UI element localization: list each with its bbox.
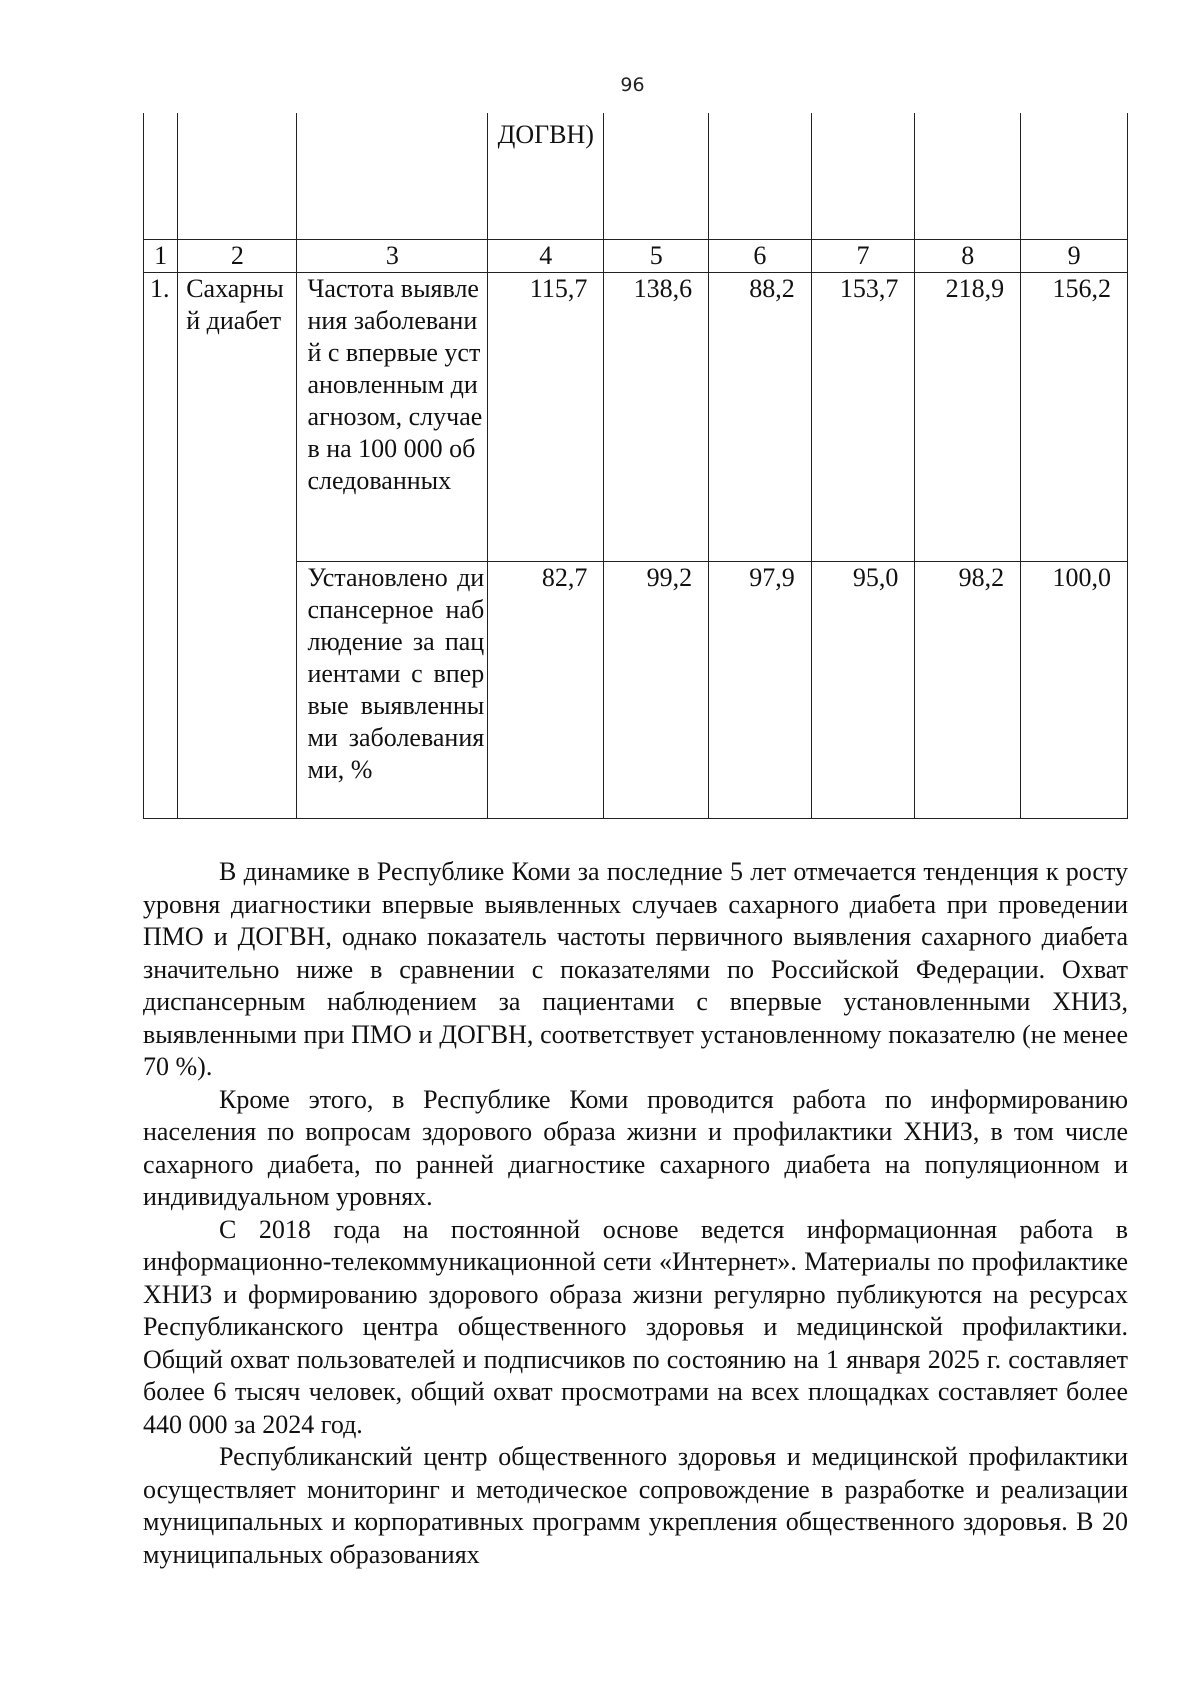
indicator-name: Установлено диспансерное наблюдение за пациентами с впервые выявленными заболеваниями, % [297, 562, 488, 819]
value-cell: 95,0 [811, 562, 915, 819]
paragraph: Республиканский центр общественного здоровья и медицинской профилактики осуществляет мониторинг и методическое сопровождение в разработке и реализации муниципальных и корпоративных программ укрепления общественного здоровья. В 20 муниципальных образованиях [143, 1442, 1128, 1569]
row-number: 1. [144, 273, 178, 819]
table-cell [1021, 113, 1128, 240]
table-row [144, 273, 1128, 562]
paragraph: В динамике в Республике Коми за последние 5 лет отмечается тенденция к росту уровня диагностики впервые выявленных случаев сахарного диабета при проведении ПМО и ДОГВН, однако показатель частоты первичного выявления сахарного диабета значительно ниже в сравнении с показателями по Российской Федерации. Охват диспансерным наблюдением за пациентами с впервые установленными ХНИЗ, выявленными при ПМО и ДОГВН, соответствует установленному показателю (не менее 70 %). [143, 857, 1128, 1081]
column-number: 8 [915, 240, 1021, 273]
continuation-text: ДОГВН) [488, 113, 604, 240]
table-cell [297, 113, 488, 240]
table-cell [915, 113, 1021, 240]
table-cell [709, 113, 812, 240]
table-cell [811, 113, 915, 240]
value-cell: 115,7 [488, 273, 604, 562]
column-number: 4 [488, 240, 604, 273]
table-cell [144, 113, 178, 240]
value-cell: 82,7 [488, 562, 604, 819]
column-number: 5 [604, 240, 709, 273]
value-cell: 99,2 [604, 562, 709, 819]
value-cell: 156,2 [1021, 273, 1128, 562]
value-cell: 138,6 [604, 273, 709, 562]
body-text [143, 856, 1128, 1571]
paragraph: Кроме этого, в Республике Коми проводится работа по информированию населения по вопросам здорового образа жизни и профилактики ХНИЗ, в том числе сахарного диабета, по ранней диагностике сахарного диабета на популяционном и индивидуальном уровнях. [143, 1084, 1128, 1211]
value-cell: 98,2 [915, 562, 1021, 819]
table-cell [604, 113, 709, 240]
value-cell: 97,9 [709, 562, 812, 819]
column-number: 6 [709, 240, 812, 273]
column-number: 3 [297, 240, 488, 273]
table-continuation-row [144, 113, 1128, 240]
value-cell: 100,0 [1021, 562, 1128, 819]
table-cell [178, 113, 297, 240]
row-group-label: Сахарный диабет [178, 273, 297, 819]
page-number: 96 [620, 74, 645, 96]
column-number: 7 [811, 240, 915, 273]
column-number: 9 [1021, 240, 1128, 273]
indicator-table [143, 113, 1128, 819]
value-cell: 88,2 [709, 273, 812, 562]
column-number-row [144, 240, 1128, 273]
column-number: 1 [144, 240, 178, 273]
paragraph: С 2018 года на постоянной основе ведется информационная работа в информационно-телекоммуникационной сети «Интернет». Материалы по профилактике ХНИЗ и формированию здорового образа жизни регулярно публикуются на ресурсах Республиканского центра общественного здоровья и медицинской профилактики. Общий охват пользователей и подписчиков по состоянию на 1 января 2025 г. составляет более 6 тысяч человек, общий охват просмотрами на всех площадках составляет более 440 000 за 2024 год. [143, 1214, 1128, 1439]
value-cell: 218,9 [915, 273, 1021, 562]
indicator-name: Частота выявления заболеваний с впервые установленным диагнозом, случаев на 100 000 обследованных [297, 273, 488, 562]
value-cell: 153,7 [811, 273, 915, 562]
column-number: 2 [178, 240, 297, 273]
